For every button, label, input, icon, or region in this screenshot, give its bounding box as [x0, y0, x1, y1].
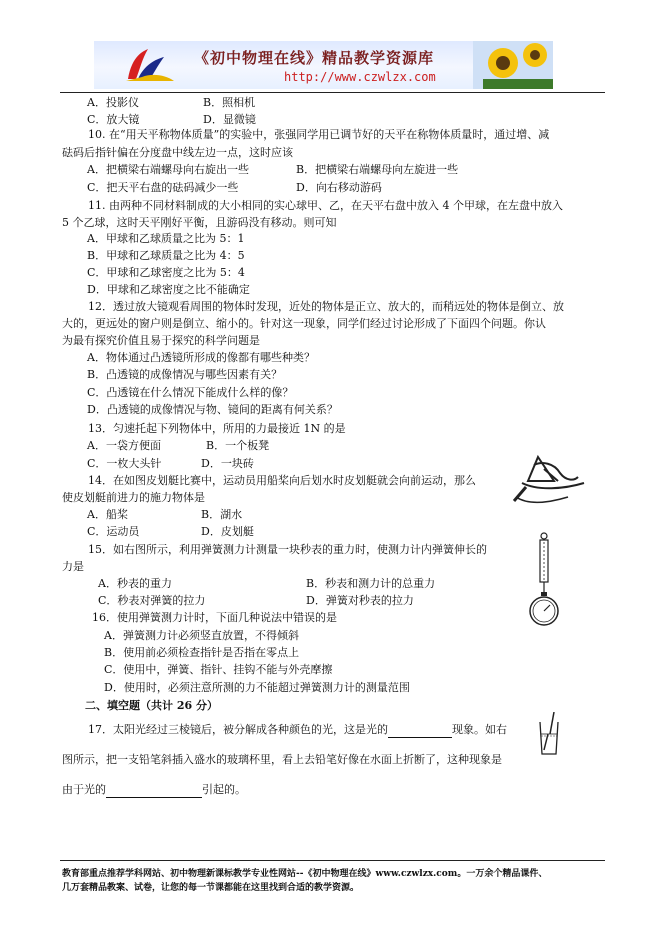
q16-option-b: B．使用前必须检查指针是否指在零点上 — [104, 646, 300, 659]
q15-option-b: B．秒表和测力计的总重力 — [306, 577, 436, 590]
q13-option-b: B．一个板凳 — [206, 439, 270, 452]
footer-divider — [60, 860, 605, 861]
q13-option-d: D．一块砖 — [201, 457, 254, 470]
footer-line2: 几万套精品教案、试卷，让您的每一节课都能在这里找到合适的教学资源。 — [62, 883, 360, 893]
q16-stem: 16．使用弹簧测力计时，下面几种说法中错误的是 — [92, 611, 337, 624]
site-logo-icon — [122, 45, 178, 85]
q11-option-d: D．甲球和乙球密度之比不能确定 — [87, 283, 250, 296]
q15-stem-line1: 15．如右图所示，利用弹簧测力计测量一块秒表的重力时，使测力计内弹簧伸长的 — [88, 543, 487, 556]
q12-stem-line2: 大的，更远处的窗户则是倒立、缩小的。针对这一现象，同学们经过讨论形成了下面四个问题。你认 — [62, 317, 546, 330]
q11-option-a: A．甲球和乙球质量之比为 5：1 — [87, 232, 245, 245]
q17-line1 — [88, 723, 507, 738]
q17-line1-suffix: 现象。如右 — [452, 723, 507, 736]
q12-option-b: B．凸透镜的成像情况与哪些因素有关？ — [87, 368, 283, 381]
q13-option-a: A．一袋方便面 — [87, 439, 161, 452]
q17-line2: 图所示，把一支铅笔斜插入盛水的玻璃杯里，看上去铅笔好像在水面上折断了，这种现象是 — [62, 753, 502, 766]
q11-stem-line2: 5 个乙球，这时天平刚好平衡，且游码没有移动。则可知 — [62, 216, 337, 229]
q17-line3 — [62, 783, 246, 798]
kayak-figure-icon — [508, 451, 590, 507]
q12-option-c: C．凸透镜在什么情况下能成什么样的像？ — [87, 386, 294, 399]
q9-option-b: B．照相机 — [203, 96, 256, 109]
q12-stem-line1: 12．透过放大镜观看周围的物体时发现，近处的物体是正立、放大的，而稍远处的物体是倒立、放 — [88, 300, 564, 313]
q16-option-d: D．使用时，必须注意所测的力不能超过弹簧测力计的测量范围 — [104, 681, 410, 694]
q10-stem-line1: 10. 在“用天平称物体质量”的实验中，张强同学用已调节好的天平在称物体质量时，通过增、减 — [88, 128, 550, 141]
q17-blank-2[interactable] — [106, 783, 202, 798]
q17-line3-suffix: 引起的。 — [202, 783, 246, 796]
q12-option-d: D．凸透镜的成像情况与物、镜间的距离有何关系？ — [87, 403, 338, 416]
q11-stem-line1: 11. 由两种不同材料制成的大小相同的实心球甲、乙，在天平右盘中放入 4 个甲球，在左盘中放入 — [88, 199, 563, 212]
q10-option-c: C．把天平右盘的砝码减少一些 — [87, 181, 239, 194]
banner-url: http://www.czwlzx.com — [284, 70, 436, 84]
q15-option-c: C．秒表对弹簧的拉力 — [98, 594, 206, 607]
q11-option-c: C．甲球和乙球密度之比为 5：4 — [87, 266, 245, 279]
q9-option-c: C．放大镜 — [87, 113, 140, 126]
banner-title: 《初中物理在线》精品教学资源库 — [194, 49, 435, 67]
q15-option-a: A．秒表的重力 — [98, 577, 172, 590]
q13-stem: 13．匀速托起下列物体中，所用的力最接近 1N 的是 — [88, 422, 346, 435]
q9-option-d: D．显微镜 — [203, 113, 256, 126]
sunflower-icon — [473, 41, 553, 89]
q14-stem-line1: 14．在如图皮划艇比赛中，运动员用船桨向后划水时皮划艇就会向前运动，那么 — [88, 474, 476, 487]
q16-option-a: A．弹簧测力计必须竖直放置，不得倾斜 — [104, 629, 299, 642]
q10-option-a: A．把横梁右端螺母向右旋出一些 — [87, 163, 249, 176]
q14-option-c: C．运动员 — [87, 525, 140, 538]
section-heading: 二、填空题（共计 26 分） — [85, 699, 218, 712]
q16-option-c: C．使用中，弹簧、指针、挂钩不能与外壳摩擦 — [104, 663, 333, 676]
footer-line1: 教育部重点推荐学科网站、初中物理新课标教学专业性网站--《初中物理在线》www.czwlzx.com。一万余个精品课件、 — [62, 869, 548, 879]
q13-option-c: C．一枚大头针 — [87, 457, 162, 470]
q14-option-a: A．船桨 — [87, 508, 128, 521]
q11-option-b: B．甲球和乙球质量之比为 4：5 — [87, 249, 245, 262]
header-banner — [94, 41, 553, 89]
q17-blank-1[interactable] — [388, 723, 452, 738]
q15-stem-line2: 力是 — [62, 560, 84, 573]
header-divider — [60, 92, 605, 93]
q10-option-d: D．向右移动游码 — [296, 181, 382, 194]
q10-stem-line2: 砝码后指针偏在分度盘中线左边一点，这时应该 — [62, 146, 293, 159]
q12-option-a: A．物体通过凸透镜所形成的像都有哪些种类？ — [87, 351, 315, 364]
spring-scale-stopwatch-icon — [526, 532, 562, 628]
q14-stem-line2: 使皮划艇前进力的施力物体是 — [62, 491, 205, 504]
pencil-in-glass-icon — [538, 712, 560, 756]
q15-option-d: D．弹簧对秒表的拉力 — [306, 594, 414, 607]
q14-option-d: D．皮划艇 — [201, 525, 254, 538]
q10-option-b: B．把横梁右端螺母向左旋进一些 — [296, 163, 459, 176]
q12-stem-line3: 为最有探究价值且易于探究的科学问题是 — [62, 334, 260, 347]
q14-option-b: B．湖水 — [201, 508, 243, 521]
q9-option-a: A．投影仪 — [87, 96, 139, 109]
q17-line1-text: 17．太阳光经过三棱镜后，被分解成各种颜色的光，这是光的 — [88, 723, 388, 736]
q17-line3-text: 由于光的 — [62, 783, 106, 796]
